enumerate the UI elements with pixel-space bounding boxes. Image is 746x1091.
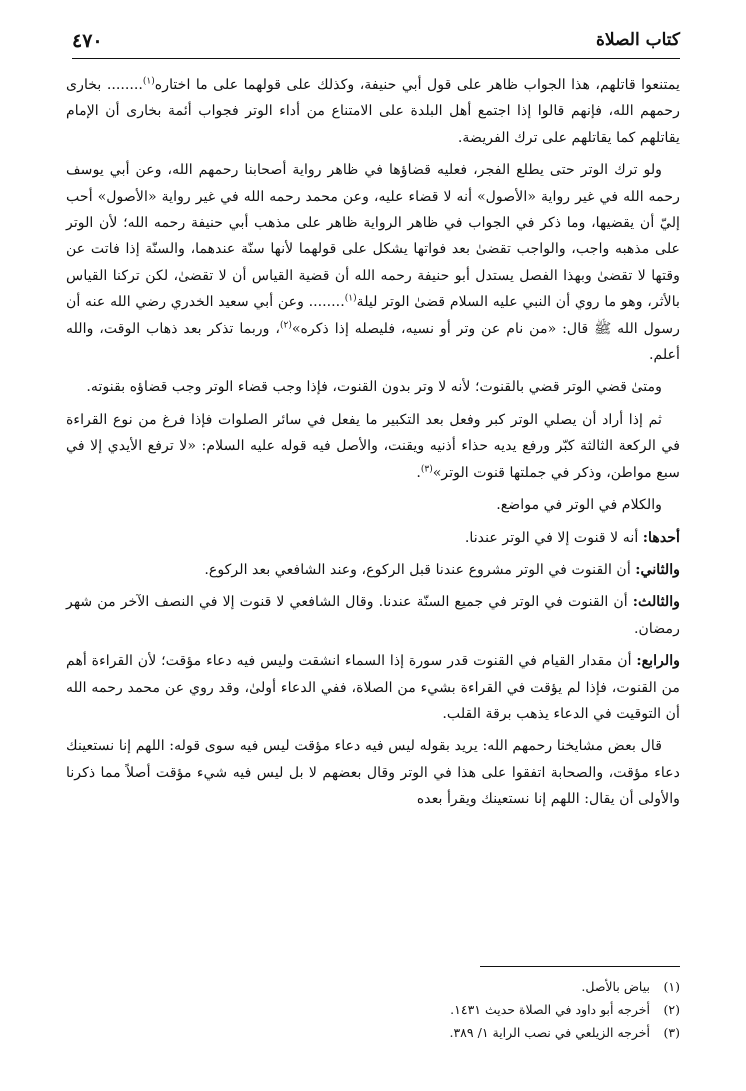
paragraph: والرابع: أن مقدار القيام في القنوت قدر سورة إذا السماء انشقت وليس فيه دعاء مؤقت؛ لأن القراءة أهم من القنوت، فإذا لم يؤقت في القراءة بشيء من الصلاة، ففي الدعاء أولىٰ، وقد روي عن محمد رحمه الله أن التوقيت في الدعاء يذهب برقة القلب.	[66, 653, 680, 722]
paragraph: يمتنعوا قاتلهم، هذا الجواب ظاهر على قول أبي حنيفة، وكذلك على قولهما على ما اختاره$^{(١)}$........ بخارى رحمهم الله، فإنهم قالوا إذا اجتمع أهل البلدة على الامتناع من أداء الوتر فجواب أئمة بخارى أن الإمام يقاتلهم كما يقاتلهم على ترك الفريضة.	[66, 76, 680, 146]
footnote: (٣)أخرجه الزيلعي في نصب الراية ١/ ٣٨٩.	[66, 1021, 680, 1044]
lead-term: أحدها:	[642, 529, 680, 546]
lead-term: والثالث:	[632, 594, 680, 611]
footnotes	[66, 975, 680, 1044]
paragraph: ثم إذا أراد أن يصلي الوتر كبر وفعل بعد التكبير ما يفعل في سائر الصلوات فإذا فرغ من نوع القراءة في الركعة الثالثة كبّر ورفع يديه حذاء أذنيه ويقنت، والأصل فيه قوله عليه السلام: «لا ترفع الأيدي إلا في سبع مواطن، وذكر في جملتها قنوت الوتر»$^{(٣)}$.	[66, 411, 680, 481]
book-title: كتاب الصلاة	[595, 30, 680, 50]
paragraph: ولو ترك الوتر حتى يطلع الفجر، فعليه قضاؤها في ظاهر رواية أصحابنا رحمهم الله، وعن أبي يوسف رحمه الله في غير رواية «الأصول» أنه لا قضاء عليه، وعن محمد رحمه الله في غير رواية «الأصول» أحب إليّ أن يقضيها، وما ذكر في الجواب في ظاهر الرواية ظاهر على مذهب أبي حنيفة رحمه الله؛ لأن الوتر على مذهبه واجب، والواجب تقضىٰ بعد فواتها يشكل على قولهما لأنها سنّة عندهما، والسنّة إذا فاتت عن وقتها لا تقضىٰ وبهذا الفصل يستدل أبو حنيفة رحمه الله أن قضية القياس أن لا تقضىٰ، لكن تركنا القياس بالأثر، وهو ما روي أن النبي عليه السلام قضىٰ الوتر ليلة$^{(١)}$........ وعن أبي سعيد الخدري رضي الله عنه أن رسول الله ﷺ قال: «من نام عن وتر أو نسيه، فليصله إذا ذكره»$^{(٢)}$، وربما تذكر بعد ذهاب الوقت، والله أعلم.	[66, 162, 681, 364]
paragraph: والكلام في الوتر في مواضع.	[496, 497, 662, 514]
paragraph: أحدها: أنه لا قنوت إلا في الوتر عندنا.	[464, 529, 680, 546]
footnote-number: (٣)	[663, 1025, 680, 1040]
page-header	[72, 28, 680, 59]
footnote-divider	[480, 966, 680, 967]
footnote: (١)بياض بالأصل.	[66, 975, 680, 998]
footnote-ref: (١)	[142, 76, 155, 87]
paragraph: ومتىٰ قضي الوتر قضي بالقنوت؛ لأنه لا وتر بدون القنوت، فإذا وجب قضاء الوتر وجب قضاؤه بقنوته.	[86, 379, 662, 396]
footnote: (٢)أخرجه أبو داود في الصلاة حديث ١٤٣١.	[66, 998, 680, 1021]
footnote-ref: (١)	[344, 293, 357, 304]
page-number: ٤٧٠	[72, 30, 103, 52]
footnote-number: (١)	[663, 979, 680, 994]
main-text	[66, 72, 680, 819]
lead-term: والرابع:	[636, 653, 680, 670]
footnote-ref: (٢)	[279, 319, 292, 330]
footnote-number: (٢)	[663, 1002, 680, 1017]
lead-term: والثاني:	[635, 561, 680, 578]
paragraph: قال بعض مشايخنا رحمهم الله: يريد بقوله ليس فيه دعاء مؤقت ليس فيه سوى قوله: اللهم إنا نستعينك دعاء مؤقت، والصحابة اتفقوا على هذا في الوتر وقال بعضهم لا بل ليس فيه شيء مؤقت أصلاً مما ذكرنا والأولى أن يقال: اللهم إنا نستعينك ويقرأ بعده	[66, 738, 680, 808]
paragraph: والثاني: أن القنوت في الوتر مشروع عندنا قبل الركوع، وعند الشافعي بعد الركوع.	[204, 561, 680, 578]
footnote-ref: (٣)	[420, 463, 433, 474]
paragraph: والثالث: أن القنوت في الوتر في جميع السنّة عندنا. وقال الشافعي لا قنوت إلا في النصف الآخر من شهر رمضان.	[66, 594, 680, 637]
